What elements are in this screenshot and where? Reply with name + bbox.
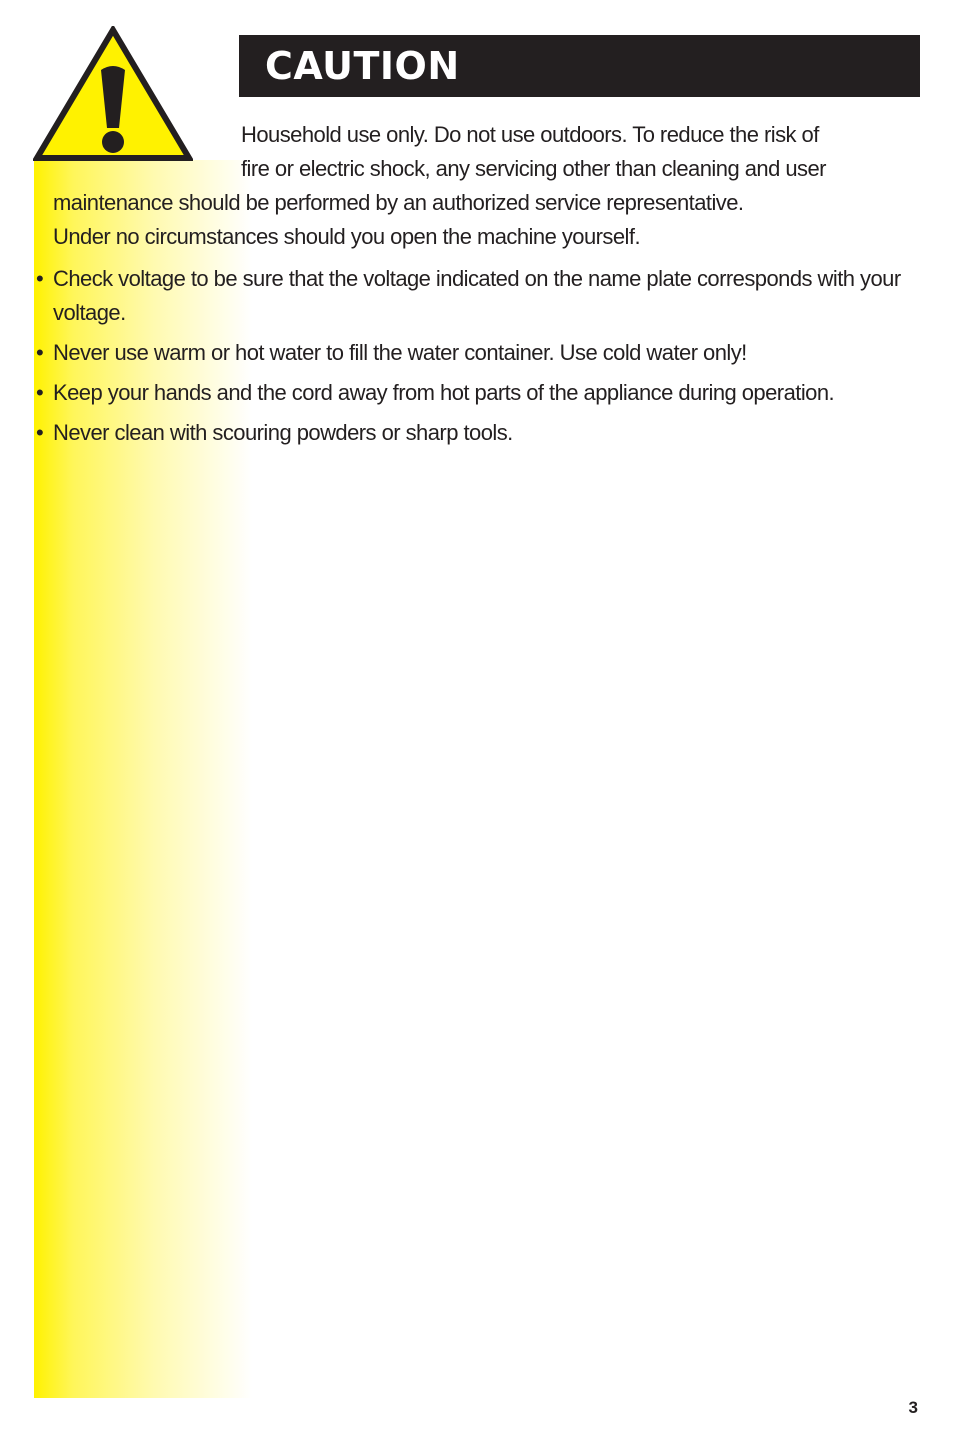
bullet-marker: •: [36, 380, 44, 405]
list-item-text: Keep your hands and the cord away from hot parts of the appliance during operation.: [53, 380, 835, 405]
list-item-text: Check voltage to be sure that the voltage indicated on the name plate corresponds with your voltage.: [53, 266, 901, 325]
bullet-marker: •: [36, 266, 44, 291]
bullet-marker: •: [36, 420, 44, 445]
intro-line: Under no circumstances should you open the machine yourself.: [53, 224, 641, 249]
warning-triangle-icon: [33, 26, 193, 162]
page-title: CAUTION: [265, 44, 460, 88]
list-item-text: Never use warm or hot water to fill the water container. Use cold water only!: [53, 340, 747, 365]
list-item: [34, 416, 914, 450]
intro-line: Household use only. Do not use outdoors. To reduce the risk of: [241, 122, 819, 147]
list-item: [34, 336, 914, 370]
intro-line: maintenance should be performed by an authorized service representative.: [53, 190, 744, 215]
page-number: 3: [908, 1398, 918, 1417]
caution-bullet-list: [34, 262, 914, 456]
list-item: [34, 262, 914, 330]
list-item: [34, 376, 914, 410]
caution-header: [239, 35, 920, 97]
intro-line: fire or electric shock, any servicing other than cleaning and user: [241, 156, 826, 181]
list-item-text: Never clean with scouring powders or sharp tools.: [53, 420, 513, 445]
bullet-marker: •: [36, 340, 44, 365]
